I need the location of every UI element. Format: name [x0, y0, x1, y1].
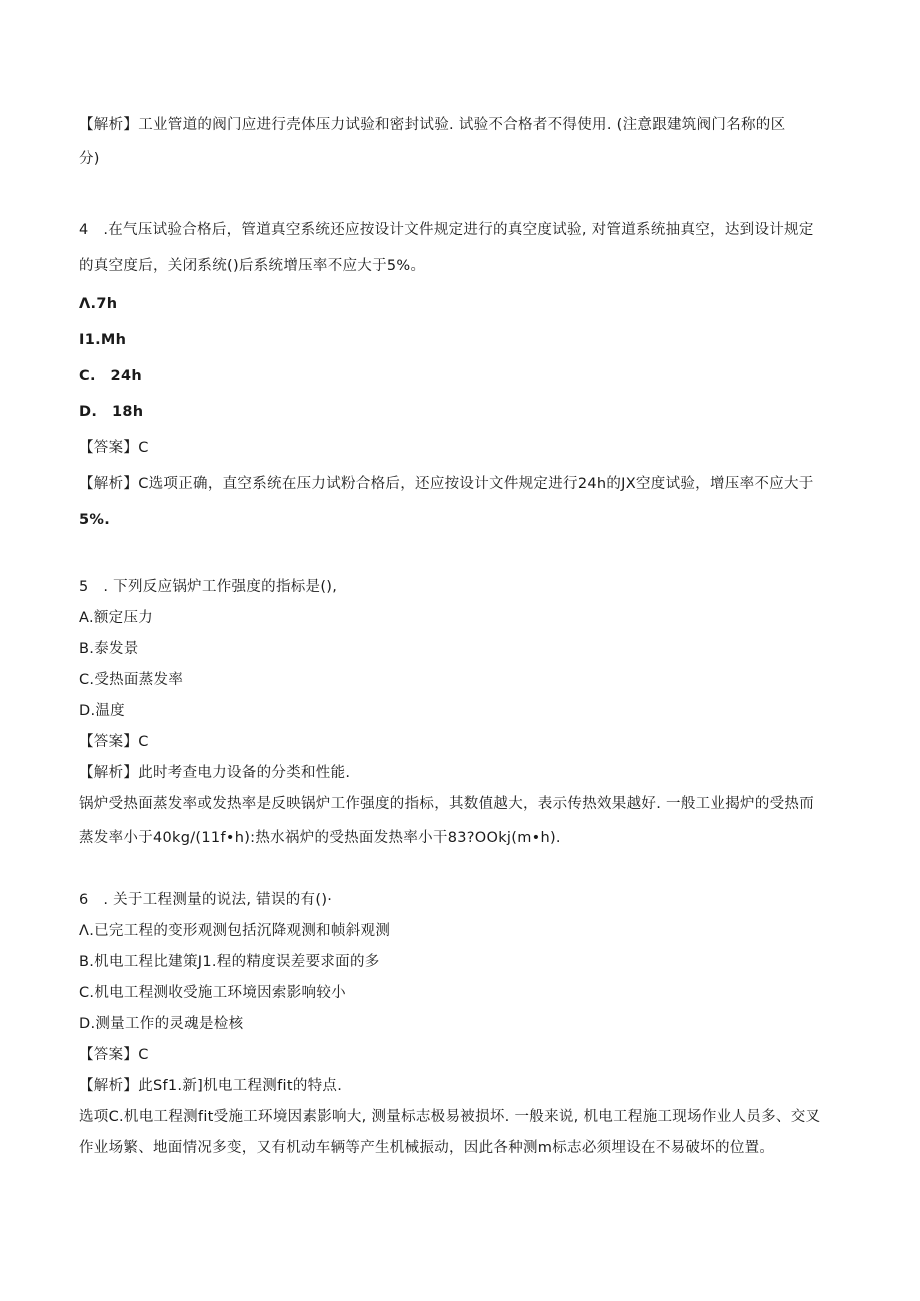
- q5-option-a: A.额定压力: [79, 610, 154, 626]
- q6-option-c: C.机电工程测收受施工环境因索影响较小: [79, 985, 346, 1001]
- q6-analysis-line-3: 作业场繁、地面情况多变，又有机动车辆等产生机械振动，因此各种测m标志必须埋设在不易破坏的位置。: [79, 1140, 775, 1156]
- q6-analysis-line-2: 选项C.机电工程测fit受施工环境因素影响大, 测量标志极易被损坏. 一般来说, 机电工程施工现场作业人员多、交叉: [79, 1109, 821, 1125]
- q6-stem: 6 . 关于工程测量的说法, 错误的有()·: [79, 892, 333, 908]
- q6-option-d: D.测量工作的灵魂是检核: [79, 1016, 244, 1032]
- q4-option-a: Λ.7h: [79, 296, 118, 312]
- q4-stem-line-1: 4 .在气压试验合格后，管道真空系统还应按设计文件规定进行的真空度试验, 对管道系统抽真空，达到设计规定: [79, 222, 814, 238]
- q4-analysis-line-1: 【解析】C选项正确，直空系统在压力试粉合格后，还应按设计文件规定进行24h的JX空度试验，增压率不应大于: [79, 476, 814, 492]
- q5-option-d: D.温度: [79, 703, 125, 719]
- q5-stem: 5 . 下列反应锅炉工作强度的指标是(),: [79, 579, 338, 595]
- q4-option-d: D. 18h: [79, 404, 144, 420]
- q5-answer: 【答案】C: [79, 734, 149, 750]
- q5-option-c: C.受热面蒸发率: [79, 672, 184, 688]
- q4-analysis-line-2: 5%.: [79, 512, 111, 528]
- q5-analysis-line-1: 【解析】此时考查电力设备的分类和性能.: [79, 765, 351, 781]
- q6-analysis-line-1: 【解析】此Sf1.新]机电工程测fit的特点.: [79, 1078, 343, 1094]
- q6-option-b: B.机电工程比建策J1.程的精度误差要求面的多: [79, 954, 380, 970]
- prev-analysis-line-2: 分): [79, 151, 100, 167]
- q4-stem-line-2: 的真空度后，关闭系统()后系统增压率不应大于5%。: [79, 258, 426, 274]
- q4-answer: 【答案】C: [79, 440, 149, 456]
- q4-option-c: C. 24h: [79, 368, 142, 384]
- q6-option-a: Λ.已完工程的变形观测包括沉降观测和帧斜观测: [79, 923, 391, 939]
- prev-analysis-line-1: 【解析】工业管道的阀门应进行壳体压力试验和密封试验. 试验不合格者不得使用. (注意跟建筑阀门名称的区: [79, 117, 786, 133]
- q5-option-b: B.泰发景: [79, 641, 139, 657]
- q5-analysis-line-3: 蒸发率小于40kg/(11f•h):热水祸炉的受热面发热率小干83?OOkj(m•h).: [79, 830, 561, 846]
- q5-analysis-line-2: 锅炉受热面蒸发率或发热率是反映锅炉工作强度的指标，其数值越大，表示传热效果越好. 一般工业揭炉的受热而: [79, 796, 815, 812]
- q6-answer: 【答案】C: [79, 1047, 149, 1063]
- q4-option-b: I1.Mh: [79, 332, 127, 348]
